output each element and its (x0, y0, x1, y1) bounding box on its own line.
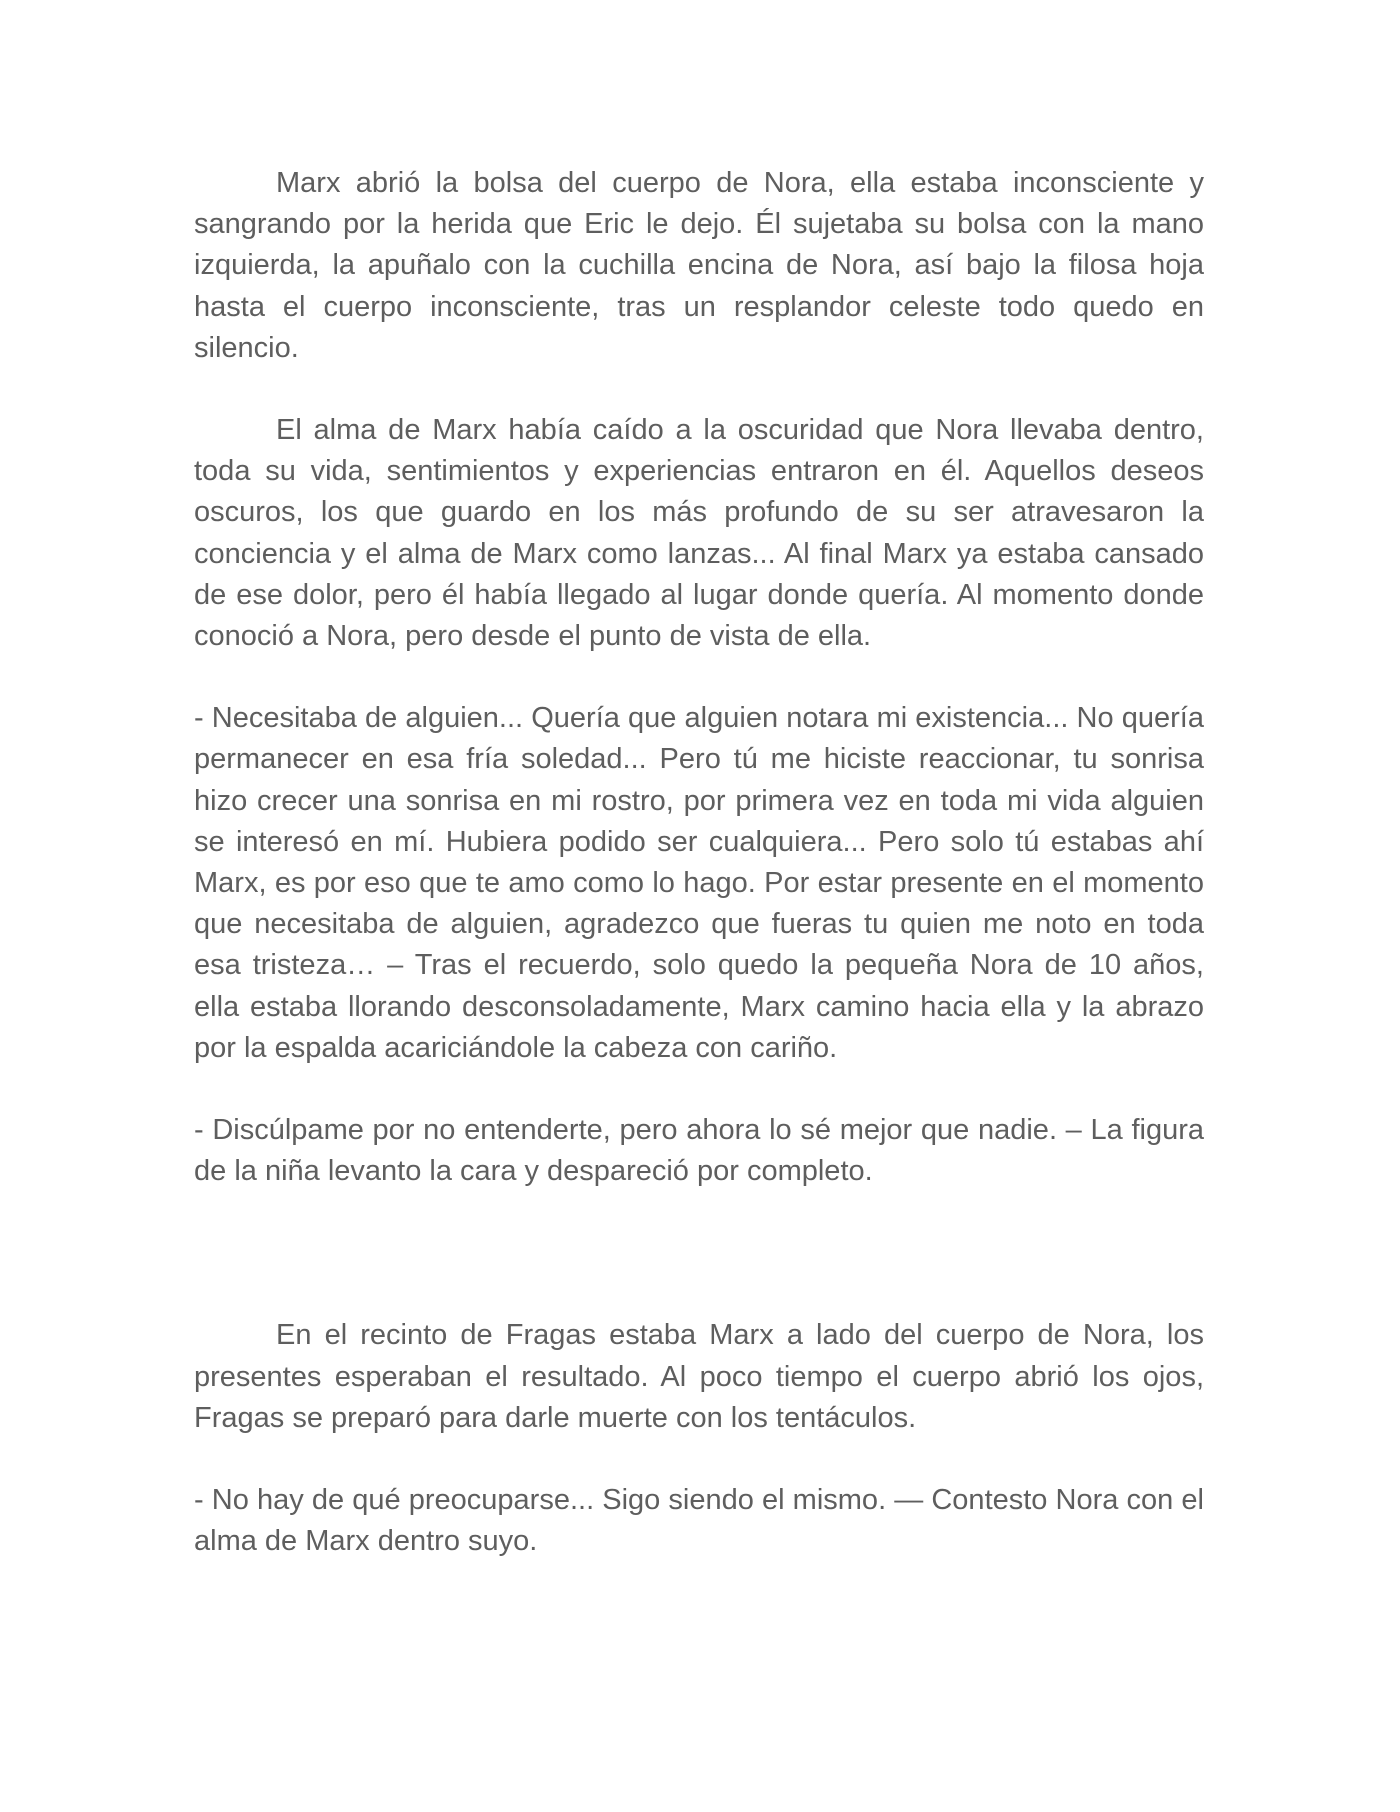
paragraph-6-dialogue: - No hay de qué preocuparse... Sigo siendo el mismo. — Contesto Nora con el alma de Marx dentro suyo. (194, 1484, 1204, 1558)
paragraph-5: En el recinto de Fragas estaba Marx a lado del cuerpo de Nora, los presentes esperaban el resultado. Al poco tiempo el cuerpo abrió los ojos, Fragas se preparó para darle muerte con los tentáculos. (194, 1319, 1204, 1434)
paragraph-1: Marx abrió la bolsa del cuerpo de Nora, ella estaba inconsciente y sangrando por la herida que Eric le dejo. Él sujetaba su bolsa con la mano izquierda, la apuñalo con la cuchilla encina de Nora, así bajo la filosa hoja hasta el cuerpo inconsciente, tras un resplandor celeste todo quedo en silencio. (194, 167, 1204, 364)
document-body (194, 163, 1204, 1562)
paragraph-4-dialogue: - Discúlpame por no entenderte, pero ahora lo sé mejor que nadie. – La figura de la niña levanto la cara y despareció por completo. (194, 1114, 1204, 1188)
paragraph-3-dialogue: - Necesitaba de alguien... Quería que alguien notara mi existencia... No quería permanecer en esa fría soledad... Pero tú me hiciste reaccionar, tu sonrisa hizo crecer una sonrisa en mi rostro, por primera vez en toda mi vida alguien se interesó en mí. Hubiera podido ser cualquiera... Pero solo tú estabas ahí Marx, es por eso que te amo como lo hago. Por estar presente en el momento que necesitaba de alguien, agradezco que fueras tu quien me noto en toda esa tristeza… – Tras el recuerdo, solo quedo la pequeña Nora de 10 años, ella estaba llorando desconsoladamente, Marx camino hacia ella y la abrazo por la espalda acariciándole la cabeza con cariño. (194, 702, 1204, 1064)
paragraph-2: El alma de Marx había caído a la oscuridad que Nora llevaba dentro, toda su vida, sentimientos y experiencias entraron en él. Aquellos deseos oscuros, los que guardo en los más profundo de su ser atravesaron la conciencia y el alma de Marx como lanzas... Al final Marx ya estaba cansado de ese dolor, pero él había llegado al lugar donde quería. Al momento donde conoció a Nora, pero desde el punto de vista de ella. (194, 414, 1204, 653)
